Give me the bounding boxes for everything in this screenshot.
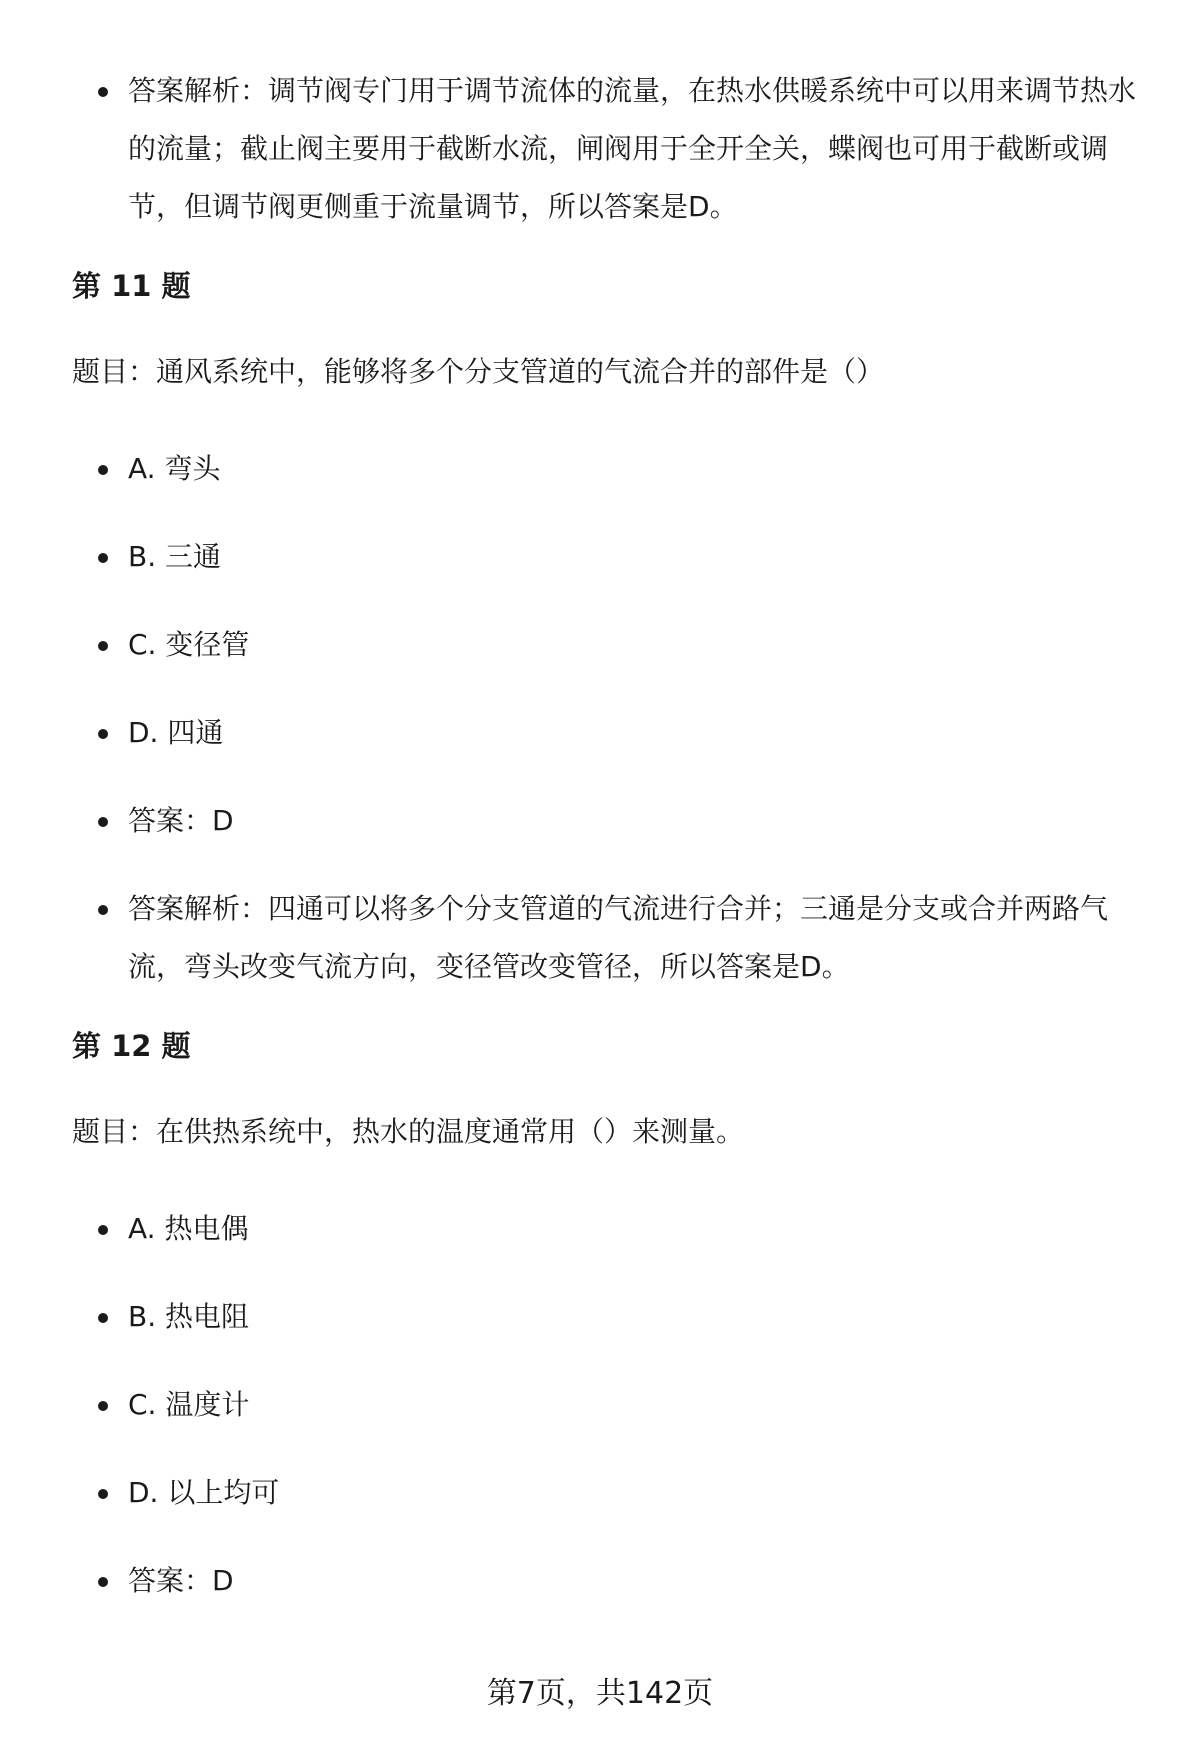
- page-number-footer: 第7页，共142页: [486, 1676, 714, 1711]
- question-12-answer: 答案：D: [72, 1552, 1152, 1610]
- option-b: B. 热电阻: [72, 1288, 1152, 1346]
- option-c: C. 温度计: [72, 1376, 1152, 1434]
- option-a: A. 弯头: [72, 440, 1152, 498]
- option-c: C. 变径管: [72, 616, 1152, 674]
- prev-question-list: [72, 62, 1152, 236]
- question-11-analysis: 答案解析：四通可以将多个分支管道的气流进行合并；三通是分支或合并两路气流，弯头改变气流方向，变径管改变管径，所以答案是D。: [72, 880, 1152, 996]
- option-a: A. 热电偶: [72, 1200, 1152, 1258]
- question-12-heading: 第 12 题: [72, 1029, 191, 1063]
- option-d: D. 以上均可: [72, 1464, 1152, 1522]
- option-d: D. 四通: [72, 704, 1152, 762]
- option-b: B. 三通: [72, 528, 1152, 586]
- question-11-text: 题目：通风系统中，能够将多个分支管道的气流合并的部件是（）: [72, 355, 885, 388]
- question-11-options: [72, 440, 1152, 996]
- prev-answer-analysis: 答案解析：调节阀专门用于调节流体的流量，在热水供暖系统中可以用来调节热水的流量；截止阀主要用于截断水流，闸阀用于全开全关，蝶阀也可用于截断或调节，但调节阀更侧重于流量调节，所以答案是D。: [72, 62, 1152, 236]
- question-12-text: 题目：在供热系统中，热水的温度通常用（）来测量。: [72, 1115, 745, 1148]
- question-11-heading: 第 11 题: [72, 269, 191, 303]
- question-11-answer: 答案：D: [72, 792, 1152, 850]
- page-content: [72, 62, 1152, 1640]
- question-12-options: [72, 1200, 1152, 1610]
